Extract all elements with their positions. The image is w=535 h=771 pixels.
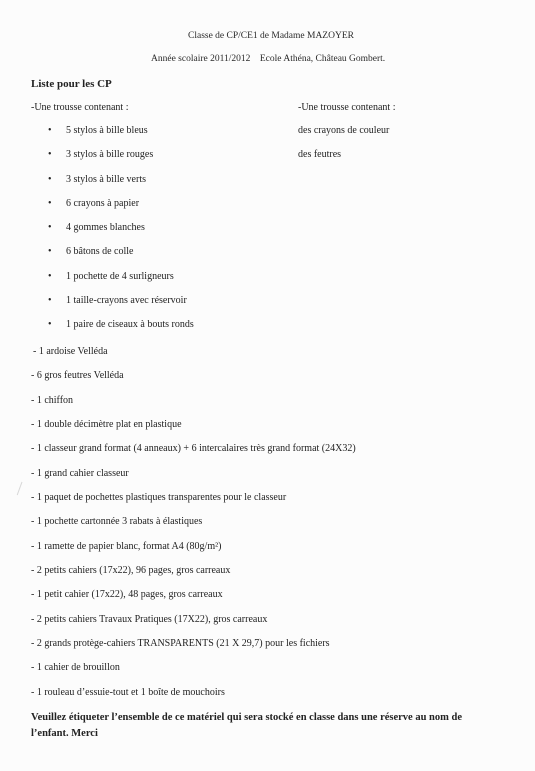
supply-item: - 1 pochette cartonnée 3 rabats à élastiques	[31, 516, 203, 528]
supply-item: - 6 gros feutres Velléda	[31, 370, 124, 382]
list-item	[48, 271, 194, 295]
bullet-icon: •	[48, 149, 52, 161]
right-pencil-case-label: -Une trousse contenant :	[298, 102, 396, 113]
list-item	[48, 319, 194, 343]
supply-item: - 1 rouleau d’essuie-tout et 1 boîte de mouchoirs	[31, 686, 225, 698]
list-item-label: 6 bâtons de colle	[66, 246, 134, 258]
list-item: des crayons de couleur	[298, 125, 390, 136]
list-item	[48, 125, 194, 149]
supplies-list	[31, 346, 356, 711]
list-item-label: 1 paire de ciseaux à bouts ronds	[66, 319, 194, 331]
supply-item: - 2 grands protège-cahiers TRANSPARENTS (21 X 29,7) pour les fichiers	[31, 638, 330, 650]
supply-item: - 1 grand cahier classeur	[31, 467, 129, 479]
bullet-icon: •	[48, 319, 52, 331]
supply-item: - 1 double décimètre plat en plastique	[31, 419, 182, 431]
bullet-icon: •	[48, 270, 52, 282]
supply-item: - 1 petit cahier (17x22), 48 pages, gros carreaux	[31, 589, 223, 601]
list-item: des feutres	[298, 149, 342, 161]
list-item	[48, 149, 194, 173]
labeling-notice: Veuillez étiqueter l’ensemble de ce matériel qui sera stocké en classe dans une réserve au nom de l’enfant. Merci	[31, 712, 463, 739]
list-item-label: 3 stylos à bille rouges	[66, 149, 154, 161]
list-item-label: 4 gommes blanches	[66, 222, 145, 234]
supply-item: - 1 ardoise Velléda	[33, 346, 108, 357]
bullet-icon: •	[48, 295, 52, 307]
list-item	[48, 198, 194, 222]
list-item-label: 1 pochette de 4 surligneurs	[66, 270, 174, 282]
bullet-icon: •	[48, 246, 52, 258]
supply-item: - 1 paquet de pochettes plastiques transparentes pour le classeur	[31, 492, 287, 504]
supply-item: - 1 cahier de brouillon	[31, 662, 120, 674]
bullet-icon: •	[48, 222, 52, 234]
school-year-header: Année scolaire 2011/2012 Ecole Athéna, Château Gombert.	[151, 54, 386, 64]
bullet-icon: •	[48, 125, 52, 136]
supply-item: - 1 classeur grand format (4 anneaux) + 6 intercalaires très grand format (24X32)	[31, 443, 356, 455]
scan-mark	[17, 482, 26, 497]
list-item-label: 5 stylos à bille bleus	[66, 125, 148, 136]
list-item	[48, 222, 194, 246]
left-pencil-case-label: -Une trousse contenant :	[31, 102, 129, 113]
list-item-label: 1 taille-crayons avec réservoir	[66, 295, 187, 307]
supply-item: - 1 ramette de papier blanc, format A4 (80g/m²)	[31, 540, 222, 552]
class-header: Classe de CP/CE1 de Madame MAZOYER	[188, 31, 354, 41]
bullet-icon: •	[48, 197, 52, 209]
bullet-icon: •	[48, 173, 52, 185]
list-item	[48, 295, 194, 319]
section-title: Liste pour les CP	[31, 78, 112, 90]
list-item	[48, 174, 194, 198]
supply-item: - 1 chiffon	[31, 394, 74, 406]
supply-item: - 2 petits cahiers Travaux Pratiques (17X22), gros carreaux	[31, 613, 268, 625]
list-item-label: 3 stylos à bille verts	[66, 173, 146, 185]
right-pencil-case-list	[298, 125, 389, 174]
list-item-label: 6 crayons à papier	[66, 197, 140, 209]
supply-item: - 2 petits cahiers (17x22), 96 pages, gros carreaux	[31, 565, 231, 577]
list-item	[48, 246, 194, 270]
left-pencil-case-list	[48, 125, 194, 344]
